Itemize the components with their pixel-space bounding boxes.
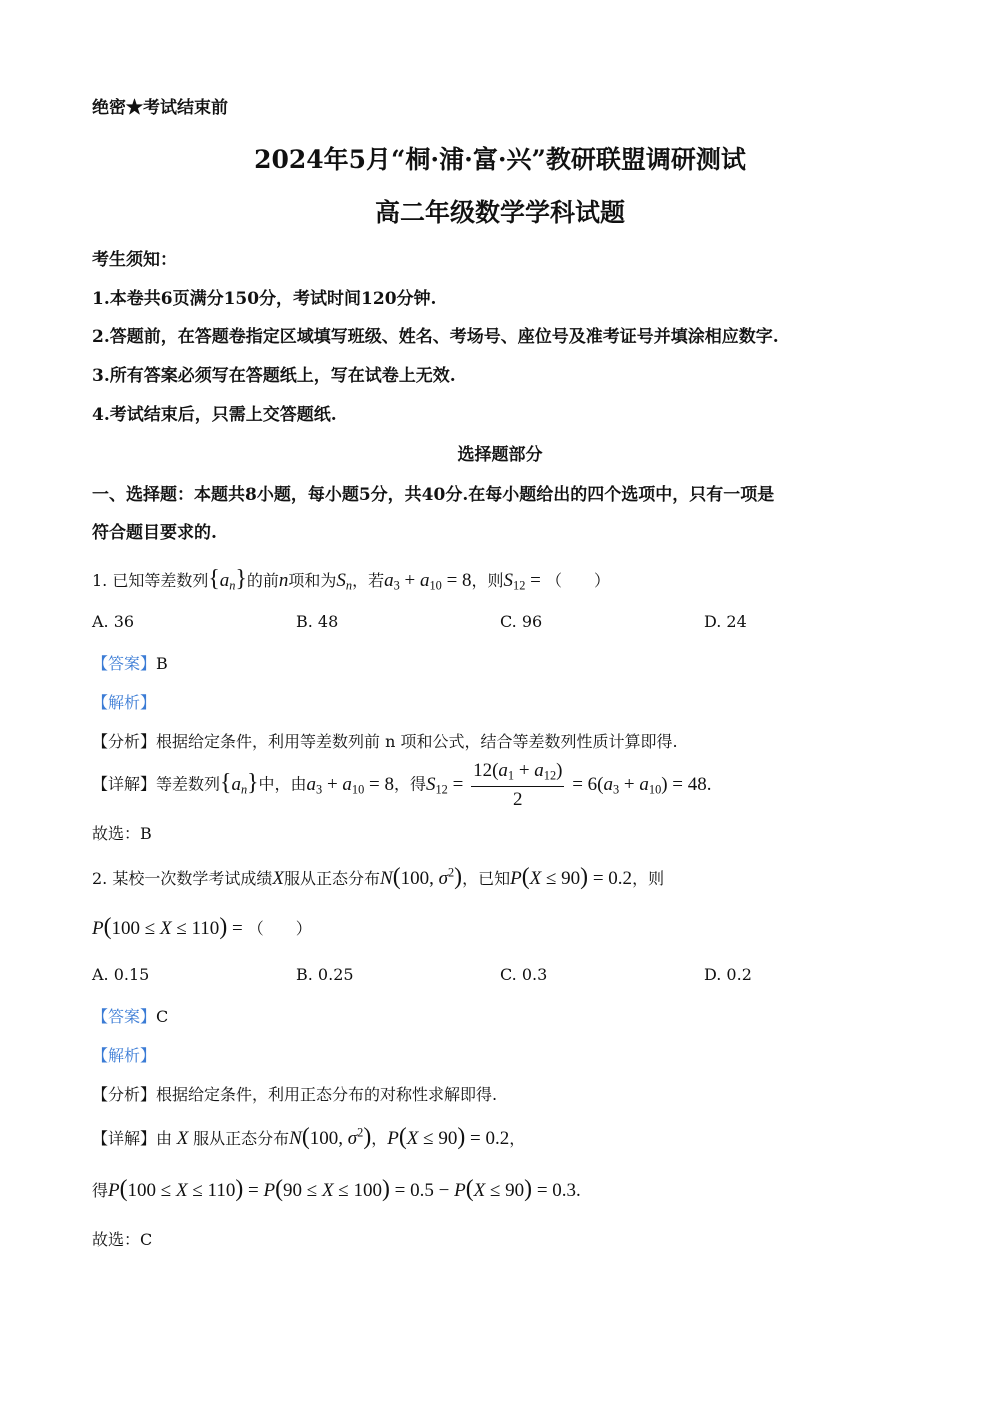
option-b: B. 48 [296, 612, 339, 631]
question-1: 1. 已知等差数列$\{a_n\}$的前n项和为$S_n$，若$a_3 + a_{10} = 8$，则$S_{12}$ = （ ） [92, 566, 610, 593]
detail-line: 【详解】等差数列$\{a_n\}$中，由$a_3 + a_{10} = 8$，得$S_{12}$ = $\frac{12(a_1 + a_{12})}{2}$ = $6(a_3 + a_{10}) = 48$. [92, 760, 712, 810]
detail-line-cont: 得P(100 ≤ X ≤ 110) = P(90 ≤ X ≤ 100) = 0.5 − P(X ≤ 90) = 0.3. [92, 1176, 581, 1202]
notice-item: 1.本卷共6页满分150分，考试时间120分钟. [92, 289, 437, 309]
question-2-cont: P(100 ≤ X ≤ 110) = （ ） [92, 914, 312, 940]
notice-heading: 考生须知： [92, 250, 177, 270]
page-title: 2024年5月“桐·浦·富·兴”教研联盟调研测试 [254, 145, 746, 174]
conclusion: 故选：B [92, 824, 152, 843]
option-b: B. 0.25 [296, 965, 354, 984]
section-instruction-cont: 符合题目要求的. [92, 523, 217, 543]
notice-item: 4.考试结束后，只需上交答题纸. [92, 405, 337, 425]
fenxi-line: 【分析】根据给定条件，利用正态分布的对称性求解即得. [92, 1085, 498, 1104]
notice-item: 2.答题前，在答题卷指定区域填写班级、姓名、考场号、座位号及准考证号并填涂相应数字. [92, 327, 779, 347]
option-d: D. 0.2 [704, 965, 752, 984]
distribution-expr: N(100, $\sigma^2$) [380, 864, 463, 890]
sequence-expr: $\{a_n\}$ [208, 566, 247, 593]
option-d: D. 24 [704, 612, 747, 631]
answer-line: 【答案】B [92, 654, 168, 673]
analysis-tag: 【解析】 [92, 1046, 157, 1065]
section-instruction: 一、选择题：本题共8小题，每小题5分，共40分.在每小题给出的四个选项中，只有一项是 [92, 485, 775, 505]
answer-line: 【答案】C [92, 1007, 169, 1026]
page-subtitle: 高二年级数学学科试题 [374, 198, 625, 227]
section-title: 选择题部分 [457, 445, 543, 465]
conclusion: 故选：C [92, 1230, 153, 1249]
option-a: A. 36 [92, 612, 135, 631]
solution-formula: P(100 ≤ X ≤ 110) = P(90 ≤ X ≤ 100) = 0.5 − P(X ≤ 90) = 0.3. [108, 1176, 581, 1202]
option-c: C. 96 [500, 612, 543, 631]
option-a: A. 0.15 [92, 965, 150, 984]
condition-expr: $a_3 + a_{10} = 8$ [384, 570, 472, 593]
option-c: C. 0.3 [500, 965, 548, 984]
analysis-tag: 【解析】 [92, 693, 157, 712]
fenxi-line: 【分析】根据给定条件，利用等差数列前 n 项和公式，结合等差数列性质计算即得. [92, 732, 678, 751]
question-number: 1. [92, 571, 108, 590]
detail-line: 【详解】由 X 服从正态分布N(100, $\sigma^2$)，P(X ≤ 90) = 0.2， [92, 1124, 526, 1150]
secret-label: 绝密★考试结束前 [92, 98, 228, 118]
notice-item: 3.所有答案必须写在答题纸上，写在试卷上无效. [92, 366, 456, 386]
question-2: 2. 某校一次数学考试成绩X服从正态分布N(100, $\sigma^2$)，已知P(X ≤ 90) = 0.2，则 [92, 864, 665, 890]
solution-formula: $S_{12}$ = $\frac{12(a_1 + a_{12})}{2}$ = $6(a_3 + a_{10}) = 48$. [426, 760, 712, 810]
question-number: 2. [92, 869, 108, 888]
